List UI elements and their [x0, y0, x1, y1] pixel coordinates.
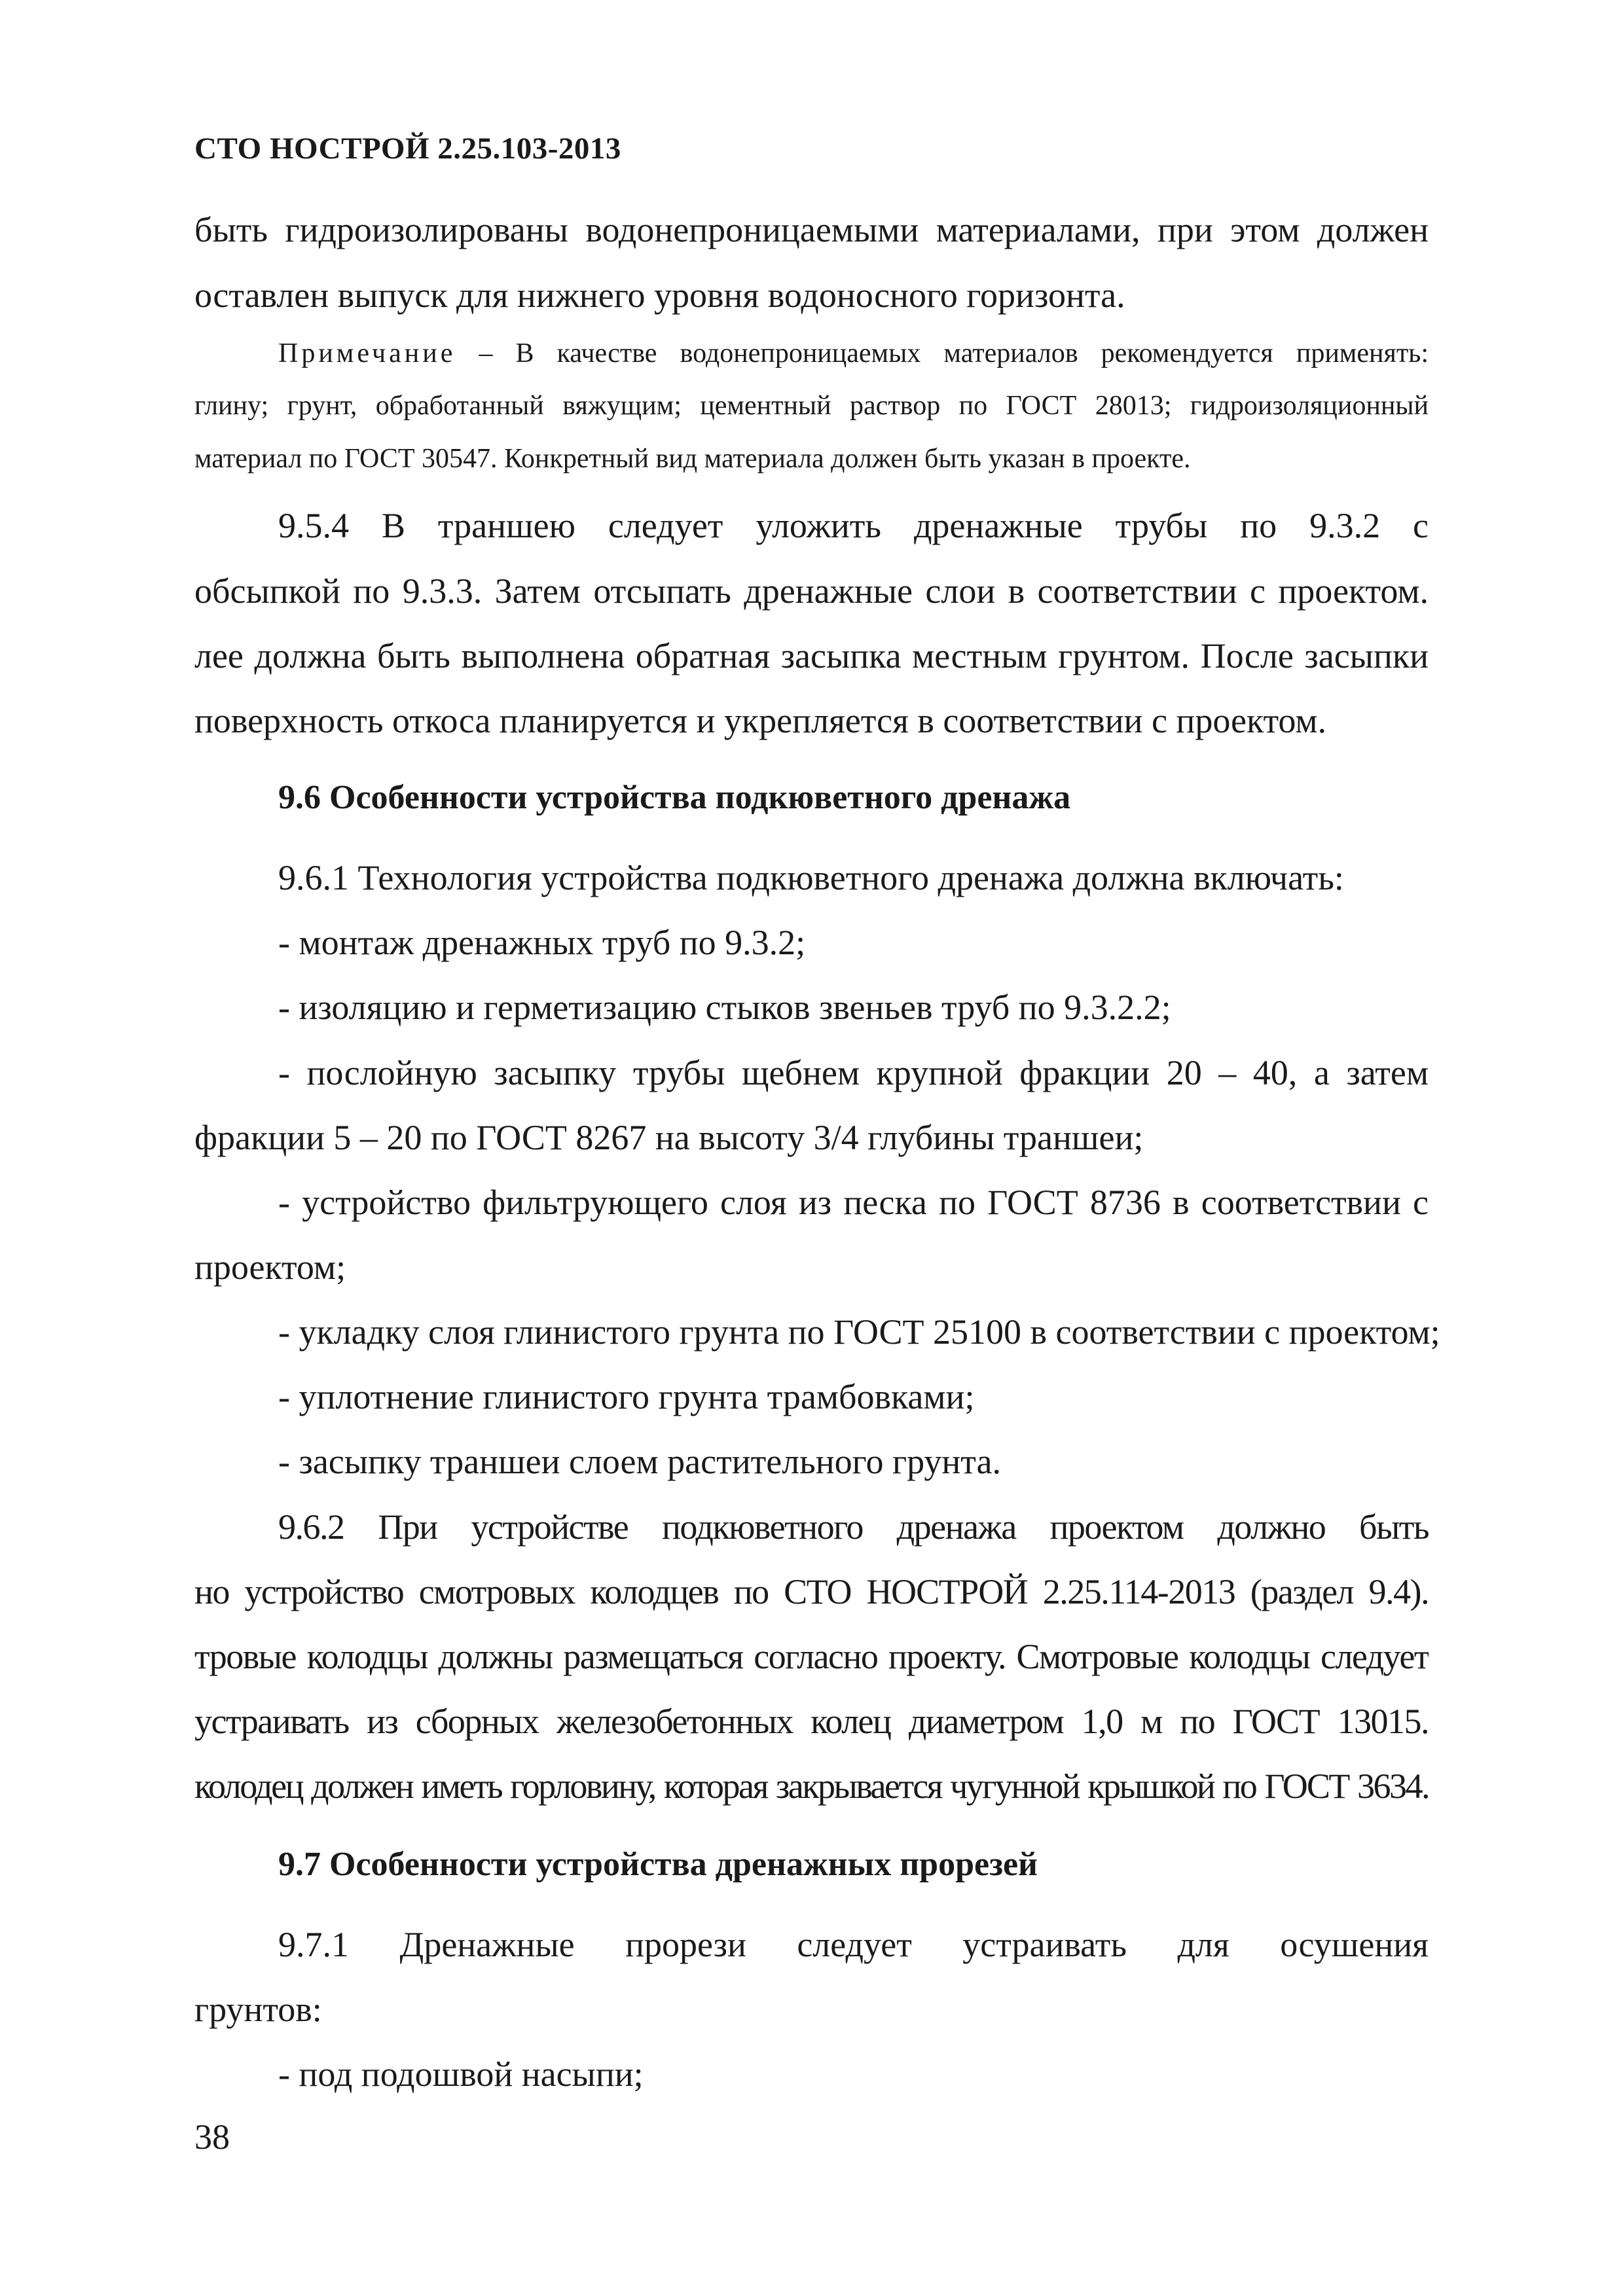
note-line: материал по ГОСТ 30547. Конкретный вид материала должен быть указан в проекте. [194, 444, 1191, 474]
list-item: - устройство фильтрующего слоя из песка по ГОСТ 8736 в соответствии с [278, 1183, 1429, 1222]
body-line: но устройство смотровых колодцев по СТО НОСТРОЙ 2.25.114-2013 (раздел 9.4). [194, 1572, 1429, 1611]
body-line: оставлен выпуск для нижнего уровня водоносного горизонта. [194, 276, 1125, 315]
list-item: - укладку слоя глинистого грунта по ГОСТ 25100 в соответствии с проектом; [278, 1312, 1440, 1352]
list-item-cont: проектом; [194, 1247, 346, 1287]
body-line: обсыпкой по 9.3.3. Затем отсыпать дренажные слои в соответствии с проектом. [194, 571, 1429, 611]
body-line: 9.7.1 Дренажные прорези следует устраивать для осушения [278, 1925, 1429, 1964]
body-line: 9.5.4 В траншею следует уложить дренажные трубы по 9.3.2 с [278, 506, 1429, 545]
body-line: 9.6.2 При устройстве подкюветного дренажа проектом должно быть [278, 1507, 1429, 1547]
list-item: - засыпку траншеи слоем растительного грунта. [278, 1442, 1002, 1481]
list-item: - изоляцию и герметизацию стыков звеньев труб по 9.3.2.2; [278, 988, 1171, 1027]
page-number: 38 [194, 2117, 230, 2157]
note-line [278, 336, 1429, 371]
note-text: – В качестве водонепроницаемых материалов рекомендуется применять: [456, 338, 1429, 368]
body-line: тровые колодцы должны размещаться согласно проекту. Смотровые колодцы следует [194, 1637, 1429, 1676]
section-heading: 9.6 Особенности устройства подкюветного дренажа [278, 779, 1071, 816]
list-item: - уплотнение глинистого грунта трамбовками; [278, 1377, 975, 1416]
list-item: - под подошвой насыпи; [278, 2054, 644, 2094]
note-label: Примечание [278, 338, 456, 368]
body-line: лее должна быть выполнена обратная засыпка местным грунтом. После засыпки [194, 636, 1429, 675]
list-item: - монтаж дренажных труб по 9.3.2; [278, 923, 806, 962]
body-line: устраивать из сборных железобетонных колец диаметром 1,0 м по ГОСТ 13015. [194, 1702, 1429, 1741]
document-header: СТО НОСТРОЙ 2.25.103-2013 [194, 132, 621, 166]
list-item: - послойную засыпку трубы щебнем крупной фракции 20 – 40, а затем [278, 1053, 1429, 1092]
body-line: грунтов: [194, 1990, 322, 2029]
list-item-cont: фракции 5 – 20 по ГОСТ 8267 на высоту 3/4 глубины траншеи; [194, 1118, 1144, 1157]
body-line: поверхность откоса планируется и укрепляется в соответствии с проектом. [194, 701, 1327, 740]
body-line: 9.6.1 Технология устройства подкюветного дренажа должна включать: [278, 858, 1344, 897]
section-heading: 9.7 Особенности устройства дренажных прорезей [278, 1846, 1038, 1883]
body-line: быть гидроизолированы водонепроницаемыми материалами, при этом должен [194, 210, 1429, 249]
body-line: колодец должен иметь горловину, которая закрывается чугунной крышкой по ГОСТ 3634. [194, 1767, 1429, 1806]
note-line: глину; грунт, обработанный вяжущим; цементный раствор по ГОСТ 28013; гидроизоляционный [194, 391, 1429, 421]
